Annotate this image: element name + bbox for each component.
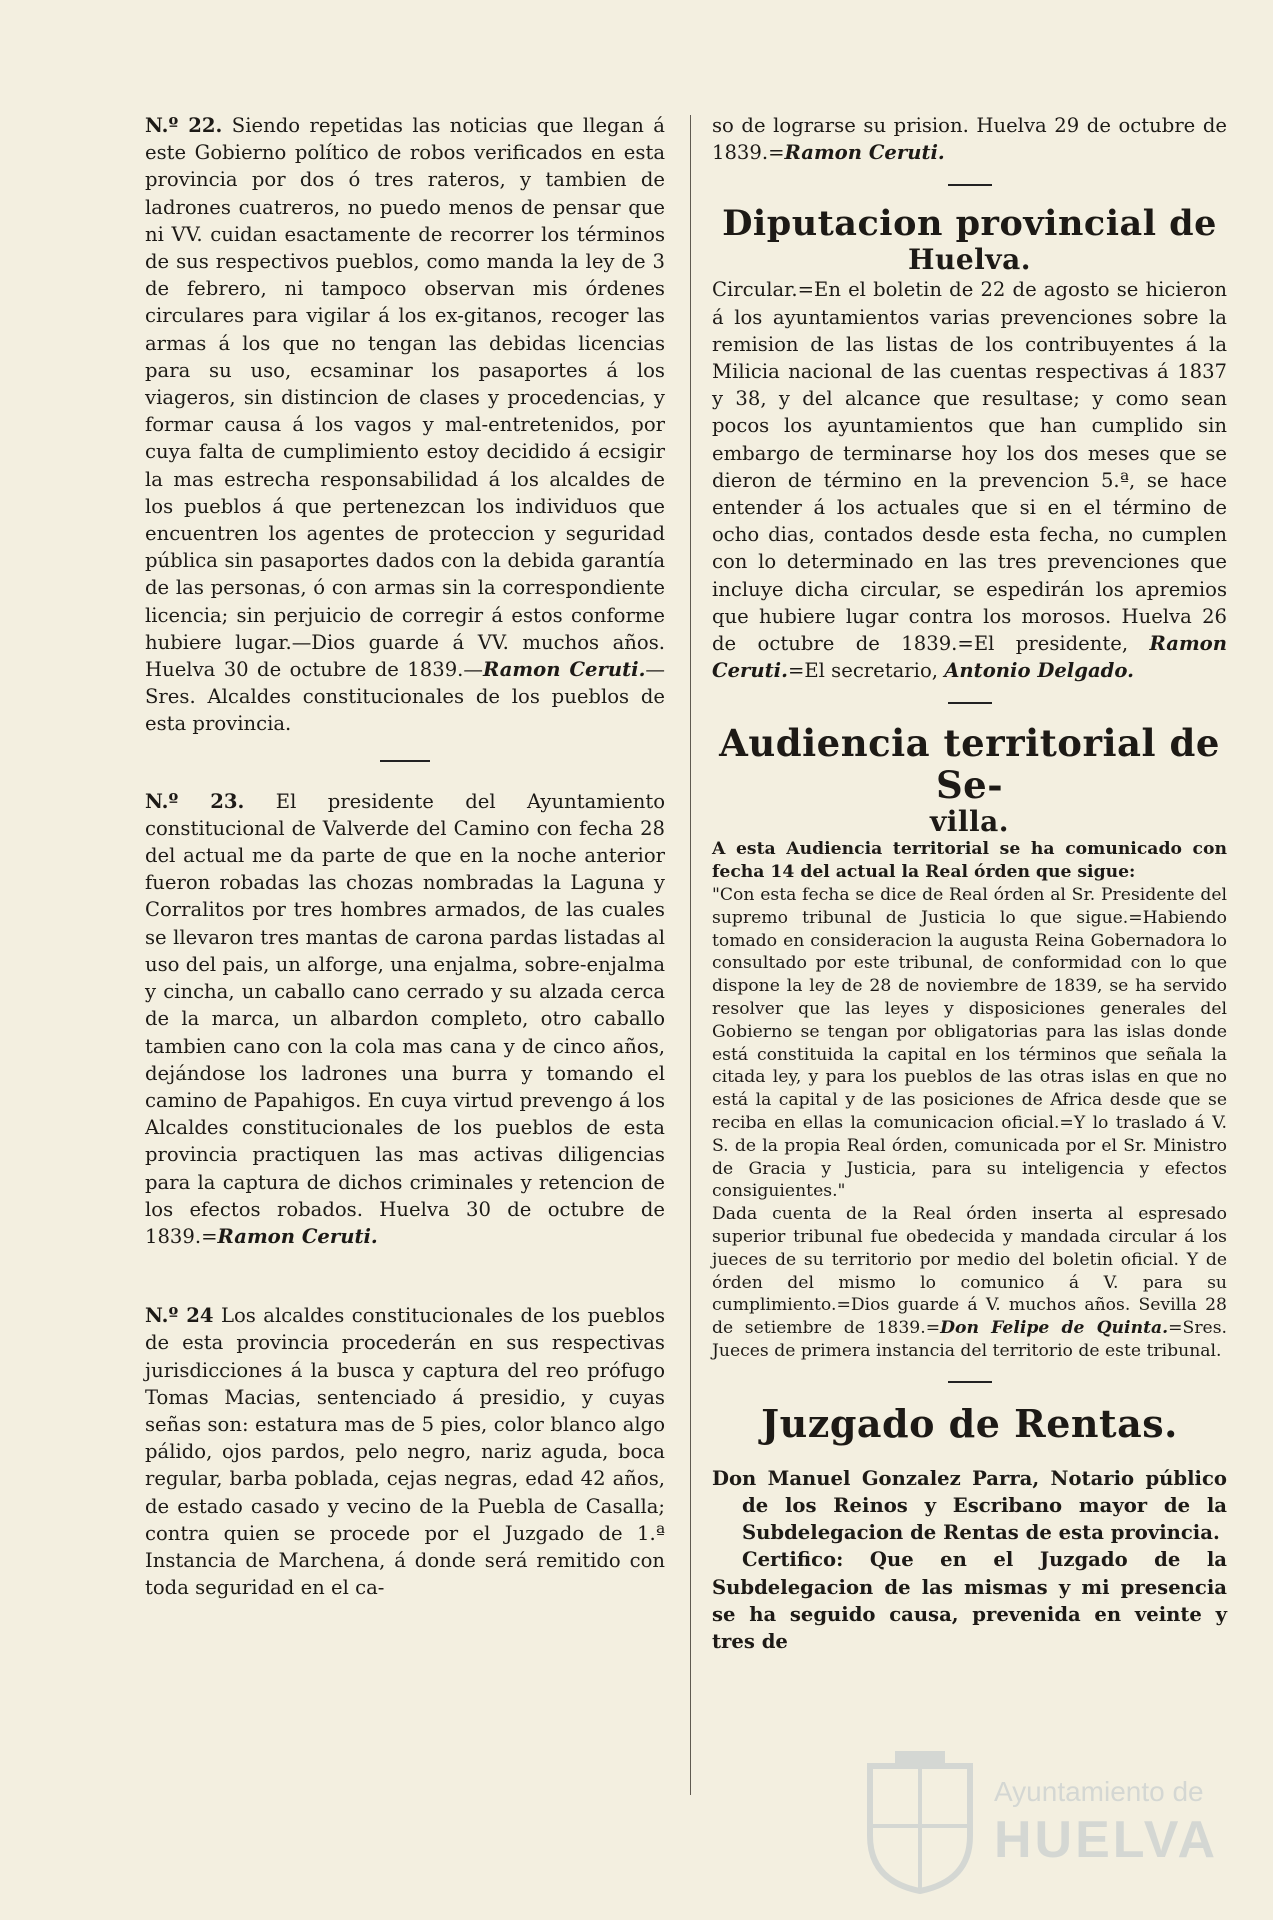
separator-rule	[380, 760, 430, 762]
closing-text: Dada cuenta de la Real órden inserta al espresado superior tribunal fue obedecida y mandada circular á los jueces de su territorio por medio del boletin oficial. Y de órden del mismo lo comunico á V. para su cumplimiento.=Dios guarde á V. muchos años. Sevilla 28 de setiembre de 1839.=	[712, 1204, 1227, 1339]
notice-tail: —Sres. Alcaldes constitucionales de los pueblos de esta provincia.	[145, 658, 665, 736]
section-title-audiencia: Audiencia territorial de Se-	[719, 721, 1220, 808]
signature: Ramon Ceruti.	[784, 141, 945, 165]
section-title-diputacion-cont: Huelva.	[908, 243, 1031, 277]
spacer	[145, 1250, 665, 1276]
signature: Ramon Ceruti.	[217, 1224, 378, 1248]
notice-text: Siendo repetidas las noticias que llegan á este Gobierno político de robos verificados en esta provincia por dos ó tres rateros, y tambien de ladrones cuatreros, no puedo menos de pensar que ni VV. cuidan esactamente de recorrer los términos de sus respectivos pueblos, como manda la ley de 3 de febrero, ni tampoco observan mis órdenes circulares para vigilar á los ex-gitanos, recoger las armas á los que no tengan las debidas licencias para su uso, ecsaminar los pasaportes á los viageros, sin distincion de clases y procedencias, y formar causa á los vagos y mal-entretenidos, por cuya falta de cumplimiento estoy decidido á ecsigir la mas estrecha responsabilidad á los alcaldes de los pueblos á que pertenezcan los individuos que encuentren los agentes de proteccion y seguridad pública sin pasaportes dados con la debida garantía de las personas, ó con armas sin la correspondiente licencia; sin perjuicio de corregir á estos conforme hubiere lugar.—Dios guarde á VV. muchos años. Huelva 30 de octubre de 1839.—	[145, 114, 665, 682]
city-crest-icon	[860, 1746, 980, 1896]
continuation-body: so de lograrse su prision. Huelva 29 de octubre de 1839.=	[712, 114, 1227, 165]
left-column	[145, 112, 665, 1601]
notice-number: N.º 24	[145, 1304, 214, 1328]
notice-23	[145, 788, 665, 1250]
section-title-juzgado: Juzgado de Rentas.	[761, 1400, 1178, 1446]
signature: Ramon Ceruti.	[712, 632, 1227, 683]
juzgado-intro: Don Manuel Gonzalez Parra, Notario público de los Reinos y Escribano mayor de la Subdelegacion de Rentas de esta provincia.	[712, 1466, 1227, 1545]
notice-text: El presidente del Ayuntamiento constitucional de Valverde del Camino con fecha 28 del actual me da parte de que en la noche anterior fueron robadas las chozas nombradas la Laguna y Corralitos por tres hombres armados, de las cuales se llevaron tres mantas de carona pardas listadas al uso del pais, un alforge, una enjalma, sobre-enjalma y cincha, un caballo cano cerrado y su alzada cerca de la marca, un albardon completo, otro caballo tambien cano con la cola mas cana y de cinco años, dejándose los ladrones una burra y tomando el camino de Papahigos. En cuya virtud prevengo á los Alcaldes constitucionales de los pueblos de esta provincia practiquen las mas activas diligencias para la captura de dichos criminales y retencion de los efectos robados. Huelva 30 de octubre de 1839.=	[145, 789, 666, 1248]
audiencia-closing	[712, 1203, 1227, 1363]
separator-rule	[948, 1381, 992, 1383]
continuation-text	[712, 112, 1227, 166]
section-title-diputacion: Diputacion provincial de	[722, 203, 1217, 245]
circular-mid: =El secretario,	[787, 659, 945, 683]
juzgado-certifico: Certifico: Que en el Juzgado de la Subdelegacion de las mismas y mi presencia se ha seguido causa, prevenida en veinte y tres de	[712, 1548, 1227, 1653]
archive-watermark	[852, 1738, 1219, 1898]
audiencia-real-orden: "Con esta fecha se dice de Real órden al Sr. Presidente del supremo tribunal de Justicia lo que sigue.=Habiendo tomado en consideracion la augusta Reina Gobernadora lo consultado por este tribunal, de conformidad con lo que dispone la ley de 28 de noviembre de 1839, se ha servido resolver que las leyes y disposiciones generales del Gobierno se tengan por obligatorias para las islas donde está constituida la capital en los términos que señala la citada ley, y para los pueblos de las otras islas en que no está la capital y de las posiciones de Africa desde que se reciba en ellas la comunicacion oficial.=Y lo traslado á V. S. de la propia Real órden, comunicada por el Sr. Ministro de Gracia y Justicia, para su inteligencia y efectos consiguientes."	[712, 885, 1227, 1202]
separator-rule	[948, 702, 992, 704]
diputacion-circular	[712, 276, 1227, 684]
notice-number: N.º 23.	[145, 789, 245, 813]
signature: Antonio Delgado.	[944, 659, 1134, 683]
watermark-line2: HUELVA	[994, 1811, 1219, 1869]
notice-22	[145, 112, 665, 738]
section-title-audiencia-cont: villa.	[929, 805, 1010, 839]
notice-number: N.º 22.	[145, 114, 223, 137]
watermark-line1: Ayuntamiento de	[994, 1776, 1204, 1807]
signature: Don Felipe de Quinta.	[940, 1318, 1169, 1339]
separator-rule	[948, 184, 992, 186]
column-divider	[690, 115, 691, 1795]
right-column	[712, 112, 1227, 1655]
notice-24	[145, 1302, 665, 1601]
notice-text: Los alcaldes constitucionales de los pueblos de esta provincia procederán en sus respectivas jurisdicciones á la busca y captura del reo prófugo Tomas Macias, sentenciado á presidio, y cuyas señas son: estatura mas de 5 pies, color blanco algo pálido, ojos pardos, pelo negro, nariz aguda, boca regular, barba poblada, cejas negras, edad 42 años, de estado casado y vecino de la Puebla de Casalla; contra quien se procede por el Juzgado de 1.ª Instancia de Marchena, á donde será remitido con toda seguridad en el ca-	[145, 1304, 665, 1600]
audiencia-intro: A esta Audiencia territorial se ha comunicado con fecha 14 del actual la Real órden que sigue:	[712, 839, 1227, 883]
circular-text: Circular.=En el boletin de 22 de agosto se hicieron á los ayuntamientos varias prevenciones sobre la remision de las listas de los contribuyentes á la Milicia nacional de las cuentas respectivas á 1837 y 38, y del alcance que resultase; y como sean pocos los ayuntamientos que han cumplido sin embargo de terminarse hoy los dos meses que se dieron de término en la prevencion 5.ª, se hace entender á los actuales que si en el término de ocho dias, contados desde esta fecha, no cumplen con lo determinado en las tres prevenciones que incluye dicha circular, se espedirán los apremios que hubiere lugar contra los morosos. Huelva 26 de octubre de 1839.=El presidente,	[712, 278, 1227, 656]
spacer	[145, 1276, 665, 1302]
signature: Ramon Ceruti.	[482, 658, 646, 682]
closing-tail: =Sres. Jueces de primera instancia del territorio de este tribunal.	[712, 1318, 1227, 1361]
